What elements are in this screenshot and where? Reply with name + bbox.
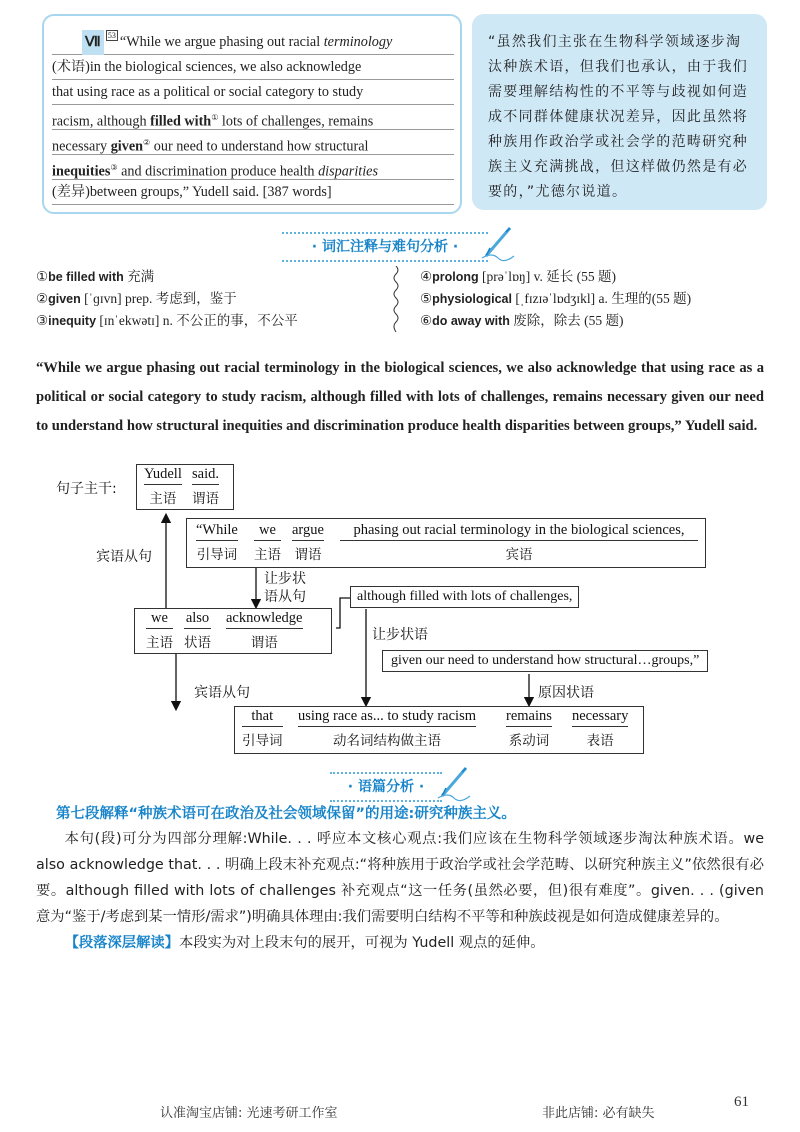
section-title-vocab: · 词汇注释与难句分析 · xyxy=(282,232,488,262)
translation-text: “虽然我们主张在生物科学领域逐步淘汰种族术语，但我们也承认，由于我们需要理解结构性的不平等与歧视如何造成不同群体健康状况差异，因此虽然将种族用作政治学或社会学的范畴研究种族主义充满挑战，但这样做仍然是有必要的，”尤德尔说道。 xyxy=(488,34,749,200)
analysis-paragraph-deep: 【段落深层解读】本段实为对上段末句的展开，可视为 Yudell 观点的延伸。 xyxy=(64,935,545,951)
diagram-word: “While 引导词 xyxy=(196,522,238,563)
footer-right: 非此店铺: 必有缺失 xyxy=(542,1106,655,1121)
pen-icon xyxy=(436,762,472,802)
vocab-item: ③inequity [ɪnˈekwətɪ] n. 不公正的事，不公平 xyxy=(36,313,298,328)
main-clause-label: 句子主干: xyxy=(56,481,117,497)
analysis-title: 第七段解释“种族术语可在政治及社会领域保留”的用途:研究种族主义。 xyxy=(56,806,516,822)
page-number: 61 xyxy=(734,1094,749,1110)
paragraph-number: Ⅶ xyxy=(82,30,104,55)
section-title-discourse: · 语篇分析 · xyxy=(330,772,442,802)
diagram-word: argue 谓语 xyxy=(292,522,324,563)
although-box: although filled with lots of challenges, xyxy=(350,586,579,608)
object-clause-label-2: 宾语从句 xyxy=(194,685,250,701)
reason-adverbial-label: 原因状语 xyxy=(538,685,594,701)
passage-line: Ⅶ 53 “While we argue phasing out racial terminology xyxy=(52,30,454,55)
passage-line: (术语)in the biological sciences, we also acknowledge xyxy=(52,55,454,80)
diagram-word: said. 谓语 xyxy=(192,466,219,507)
object-clause-label: 宾语从句 xyxy=(96,549,152,565)
vocab-item: ⑤physiological [ˌfɪzɪəˈlɒdʒɪkl] a. 生理的(55 题) xyxy=(420,291,692,306)
concession-clause-label: 让步状 语从句 xyxy=(264,571,306,605)
analysis-paragraph: 本句(段)可分为四部分理解:While. . . 呼应本文核心观点:我们应该在生物科学领域逐步淘汰种族术语。we also acknowledge that. . . 明确上段末补充观点:“将种族用于政治学或社会学范畴、以研究种族主义”依然很有必要。although filled with lots of challenges 补充观点“这一任务(虽然必要，但)很有难度”。given. . . (given 意为“鉴于/考虑到某一情形/需求”)明确具体理由:我们需要明白结构不平等和种族歧视是如何造成健康差异的。 xyxy=(36,831,764,925)
difficult-sentence: “While we argue phasing out racial terminology in the biological sciences, we also acknowledge that using race as a political or social category to study racism, although filled with lots of challenges, remains necessary given our need to understand how structural inequities and discrimination produce health disparities between groups,” Yudell said. xyxy=(36,360,764,434)
vocab-item: ④prolong [prəˈlɒŋ] v. 延长 (55 题) xyxy=(420,269,616,284)
analysis-body xyxy=(36,826,764,956)
diagram-word: we 主语 xyxy=(254,522,281,563)
vocab-item: ②given [ˈɡɪvn] prep. 考虑到，鉴于 xyxy=(36,291,237,306)
paragraph-mark: 53 xyxy=(107,31,116,40)
diagram-word: that 引导词 xyxy=(242,708,283,749)
diagram-word: acknowledge 谓语 xyxy=(226,610,303,651)
footer-left: 认准淘宝店铺: 光速考研工作室 xyxy=(160,1106,338,1121)
diagram-word: remains 系动词 xyxy=(506,708,552,749)
passage-line: (差异)between groups,” Yudell said. [387 words] xyxy=(52,180,454,205)
concession-adverbial-label: 让步状语 xyxy=(372,627,428,643)
diagram-word: we 主语 xyxy=(146,610,173,651)
diagram-word: necessary 表语 xyxy=(572,708,629,749)
passage-line: necessary given② our need to understand how structural xyxy=(52,130,454,155)
diagram-word: Yudell 主语 xyxy=(144,466,182,507)
deep-reading-tag: 【段落深层解读】 xyxy=(64,935,179,951)
given-box: given our need to understand how structural…groups,” xyxy=(382,650,708,672)
passage-line: that using race as a political or social category to study xyxy=(52,80,454,105)
vocab-item: ⑥do away with 废除，除去 (55 题) xyxy=(420,313,624,328)
vocab-item: ①be filled with 充满 xyxy=(36,269,155,284)
diagram-word: using race as... to study racism 动名词结构做主语 xyxy=(298,708,476,749)
diagram-word: also 状语 xyxy=(184,610,211,651)
diagram-word: phasing out racial terminology in the biological sciences, 宾语 xyxy=(340,522,698,563)
passage-line: racism, although filled with① lots of challenges, remains xyxy=(52,105,454,130)
passage-line: inequities③ and discrimination produce health disparities xyxy=(52,155,454,180)
